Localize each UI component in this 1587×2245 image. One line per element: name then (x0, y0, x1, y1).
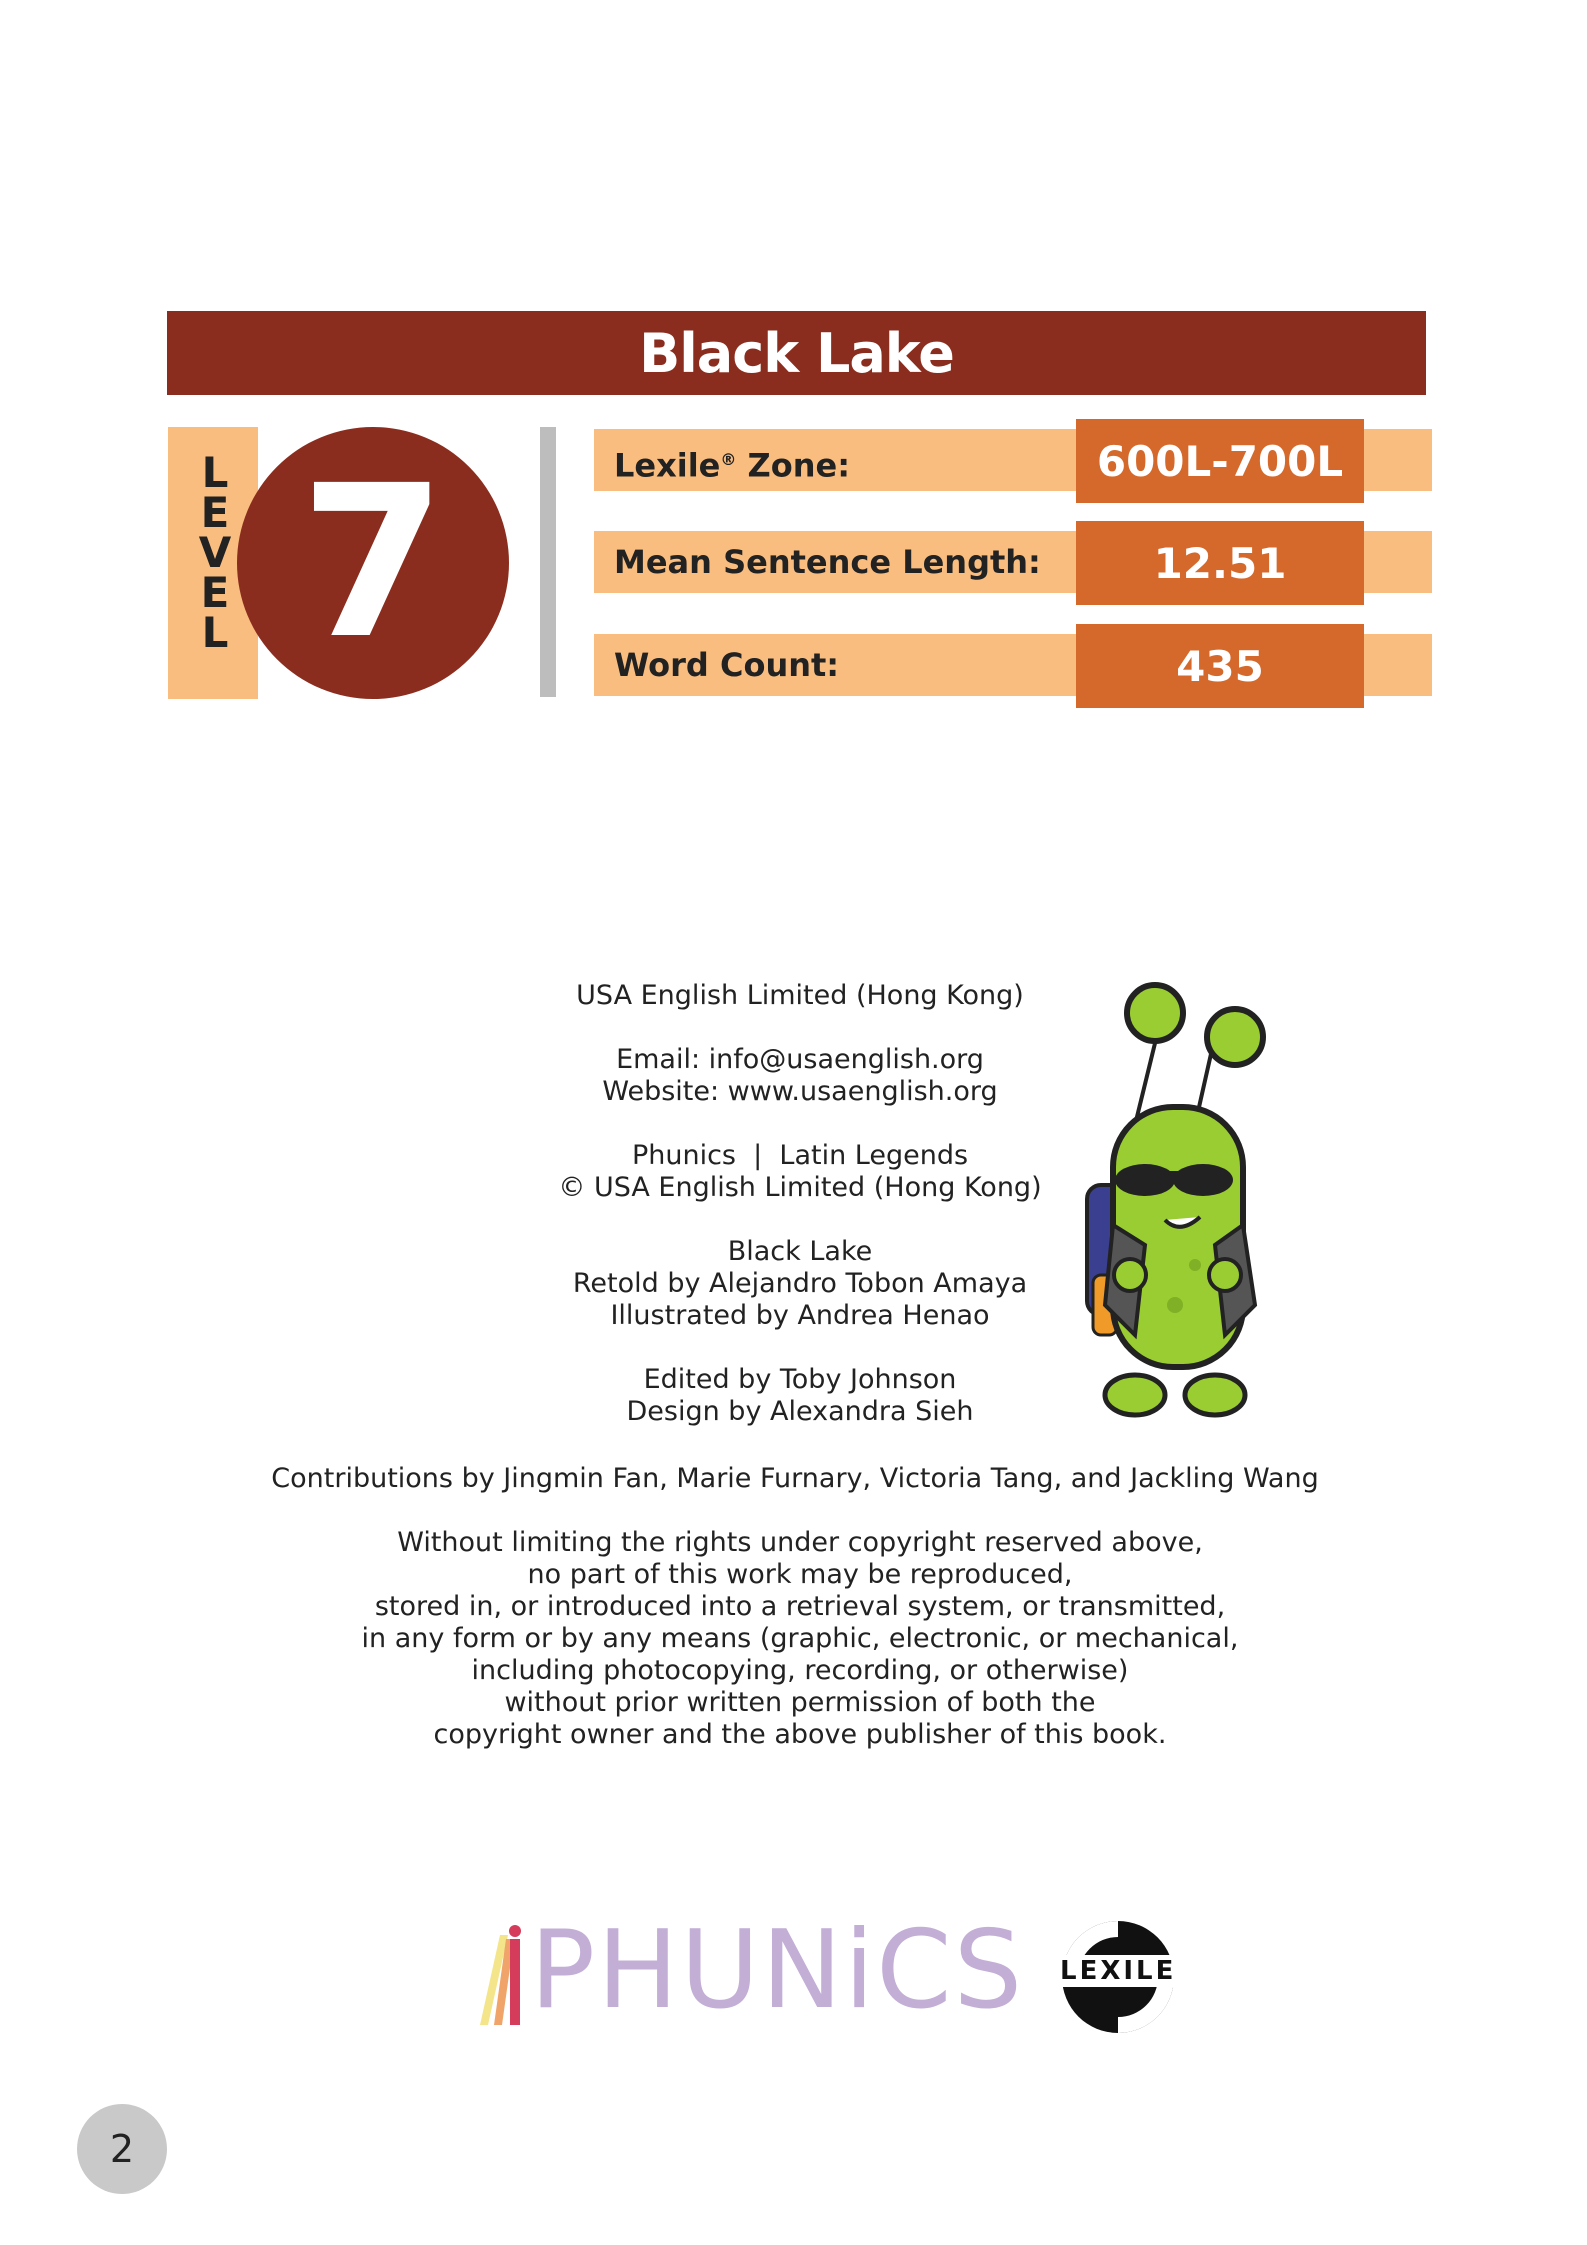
lexile-wordmark: LEXILE (1060, 1956, 1177, 1986)
level-label (198, 448, 232, 657)
rights-line: copyright owner and the above publisher of this book. (433, 1719, 1167, 1750)
rights-line: stored in, or introduced into a retrieval system, or transmitted, (374, 1591, 1226, 1622)
website-line: Website: www.usaenglish.org (602, 1076, 998, 1107)
publisher-name: USA English Limited (Hong Kong) (576, 980, 1024, 1011)
bug-mascot-illustration (1075, 975, 1275, 1435)
level-number: 7 (299, 440, 447, 685)
credits-book-title: Black Lake (727, 1236, 873, 1267)
illustrated-by: Illustrated by Andrea Henao (610, 1300, 990, 1331)
level-number-badge (237, 427, 509, 699)
stat-value: 435 (1076, 624, 1364, 708)
level-letter: L (201, 608, 229, 657)
stat-value: 600L-700L (1076, 419, 1364, 503)
level-letter: L (201, 448, 229, 497)
stat-value: 12.51 (1076, 521, 1364, 605)
retold-by: Retold by Alejandro Tobon Amaya (572, 1268, 1028, 1299)
rights-notice (250, 1527, 1350, 1751)
stat-label: Lexile® Zone: (614, 446, 850, 485)
rights-line: Without limiting the rights under copyright reserved above, (397, 1527, 1203, 1558)
rights-line: no part of this work may be reproduced, (527, 1559, 1073, 1590)
phunics-wordmark: PHUNiCS (530, 1908, 1025, 2033)
rights-line: without prior written permission of both the (504, 1687, 1096, 1718)
level-letter: E (200, 568, 230, 617)
edited-by: Edited by Toby Johnson (643, 1364, 957, 1395)
phunics-book-icon (460, 1925, 530, 2025)
book-title: Black Lake (167, 311, 1426, 395)
email-line: Email: info@usaenglish.org (616, 1044, 984, 1075)
rights-line: in any form or by any means (graphic, electronic, or mechanical, (361, 1623, 1239, 1654)
credits-block (430, 980, 1170, 1428)
stat-row-mean-sentence-length (594, 531, 1432, 593)
contributions-line: Contributions by Jingmin Fan, Marie Furnary, Victoria Tang, and Jackling Wang (271, 1463, 1319, 1494)
copyright-line: © USA English Limited (Hong Kong) (558, 1172, 1042, 1203)
phunics-logo (460, 1908, 1025, 2033)
stat-row-word-count (594, 634, 1432, 696)
level-letter: E (200, 488, 230, 537)
stat-label: Mean Sentence Length: (614, 543, 1041, 581)
stat-row-lexile-zone (594, 429, 1432, 491)
stat-label: Word Count: (614, 646, 840, 684)
divider (540, 427, 556, 697)
design-by: Design by Alexandra Sieh (626, 1396, 974, 1427)
page-number: 2 (77, 2104, 167, 2194)
rights-line: including photocopying, recording, or otherwise) (471, 1655, 1129, 1686)
series-line: Phunics | Latin Legends (631, 1140, 969, 1171)
level-letter: V (198, 528, 232, 577)
